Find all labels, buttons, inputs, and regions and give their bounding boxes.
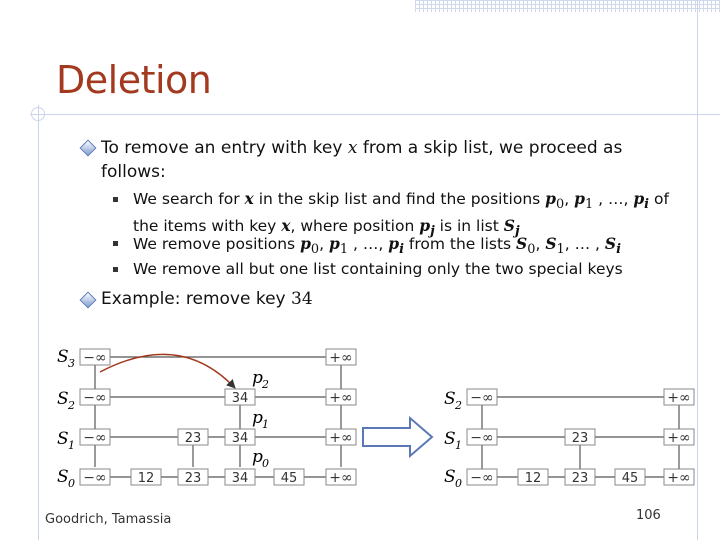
bullet-sub-2: We remove positions $p_0$, $p_1$ , …, $p_i$ from the lists $S_0$, $S_1$, … , $S_i$: [133, 234, 621, 258]
svg-text:1: 1: [262, 418, 269, 431]
node-key: [274, 469, 304, 486]
node-key: [225, 429, 255, 446]
level-label-s0: [57, 467, 75, 490]
svg-text:S: S: [57, 347, 69, 367]
node-key: [178, 429, 208, 446]
node-key: [565, 429, 595, 446]
svg-text:23: 23: [184, 471, 202, 486]
svg-text:45: 45: [280, 471, 298, 486]
pointer-label-p2: [252, 368, 269, 391]
node-neg-inf: [80, 389, 110, 406]
level-label-s2: [57, 389, 75, 412]
svg-text:−∞: −∞: [83, 350, 107, 366]
node-key: [225, 469, 255, 486]
svg-text:23: 23: [571, 431, 589, 446]
node-neg-inf: [80, 429, 110, 446]
svg-text:−∞: −∞: [83, 470, 107, 486]
svg-text:1: 1: [68, 439, 75, 452]
node-key: [131, 469, 161, 486]
svg-text:S: S: [57, 429, 69, 449]
svg-text:+∞: +∞: [667, 430, 691, 446]
svg-text:45: 45: [621, 471, 639, 486]
node-pos-inf: [326, 469, 356, 486]
svg-text:p: p: [252, 408, 263, 428]
node-key: [615, 469, 645, 486]
svg-text:S: S: [444, 429, 456, 449]
node-pos-inf: [664, 429, 694, 446]
svg-text:+∞: +∞: [329, 470, 353, 486]
svg-text:−∞: −∞: [83, 430, 107, 446]
bullet-main-2: Example: remove key 34: [101, 289, 313, 309]
svg-text:34: 34: [231, 431, 249, 446]
svg-text:+∞: +∞: [667, 390, 691, 406]
svg-text:−∞: −∞: [470, 470, 494, 486]
svg-text:p: p: [252, 447, 263, 467]
node-neg-inf: [80, 469, 110, 486]
svg-text:+∞: +∞: [329, 430, 353, 446]
svg-text:23: 23: [571, 471, 589, 486]
svg-text:3: 3: [68, 357, 75, 370]
node-pos-inf: [326, 389, 356, 406]
bullet-sub-3: We remove all but one list containing only the two special keys: [133, 260, 623, 278]
node-key: [565, 469, 595, 486]
node-key: [518, 469, 548, 486]
pointer-label-p0: [252, 447, 269, 470]
node-pos-inf: [664, 469, 694, 486]
svg-text:+∞: +∞: [329, 350, 353, 366]
node-key: [178, 469, 208, 486]
svg-text:S: S: [444, 467, 456, 487]
svg-text:0: 0: [262, 457, 269, 470]
svg-text:+∞: +∞: [329, 390, 353, 406]
svg-text:2: 2: [455, 399, 462, 412]
node-neg-inf: [80, 349, 110, 366]
bullet-main-1: To remove an entry with key x from a skip list, we proceed as follows:: [101, 138, 623, 182]
svg-text:S: S: [444, 389, 456, 409]
node-pos-inf: [326, 349, 356, 366]
pointer-label-p1: [252, 408, 269, 431]
transform-arrow-icon: [363, 418, 432, 456]
node-pos-inf: [326, 429, 356, 446]
bullet-sub-1: We search for x in the skip list and find the positions $p_0$, $p_1$ , …, $p_i$ of the items with key x, where position $p_j$ is in list $S_j$: [133, 189, 669, 240]
footer-authors: Goodrich, Tamassia: [45, 512, 172, 527]
svg-text:1: 1: [455, 439, 462, 452]
svg-text:23: 23: [184, 431, 202, 446]
level-label-s0-after: [444, 467, 462, 490]
svg-text:2: 2: [262, 378, 269, 391]
svg-text:12: 12: [137, 471, 155, 486]
node-neg-inf: [467, 389, 497, 406]
svg-text:0: 0: [455, 477, 462, 490]
slide-title: Deletion: [56, 58, 212, 102]
svg-text:p: p: [252, 368, 263, 388]
level-label-s2-after: [444, 389, 462, 412]
node-neg-inf: [467, 469, 497, 486]
level-label-s3: [57, 347, 75, 370]
level-label-s1: [57, 429, 75, 452]
node-neg-inf: [467, 429, 497, 446]
svg-text:S: S: [57, 467, 69, 487]
svg-text:−∞: −∞: [470, 390, 494, 406]
svg-text:34: 34: [231, 471, 249, 486]
level-label-s1-after: [444, 429, 462, 452]
svg-text:−∞: −∞: [83, 390, 107, 406]
node-pos-inf: [664, 389, 694, 406]
svg-text:2: 2: [68, 399, 75, 412]
search-path-arrow: [100, 354, 235, 388]
page-number: 106: [636, 508, 661, 523]
svg-text:34: 34: [231, 391, 249, 406]
svg-text:+∞: +∞: [667, 470, 691, 486]
svg-text:0: 0: [68, 477, 75, 490]
node-key: [225, 389, 255, 406]
svg-text:12: 12: [524, 471, 542, 486]
svg-text:S: S: [57, 389, 69, 409]
svg-text:−∞: −∞: [470, 430, 494, 446]
